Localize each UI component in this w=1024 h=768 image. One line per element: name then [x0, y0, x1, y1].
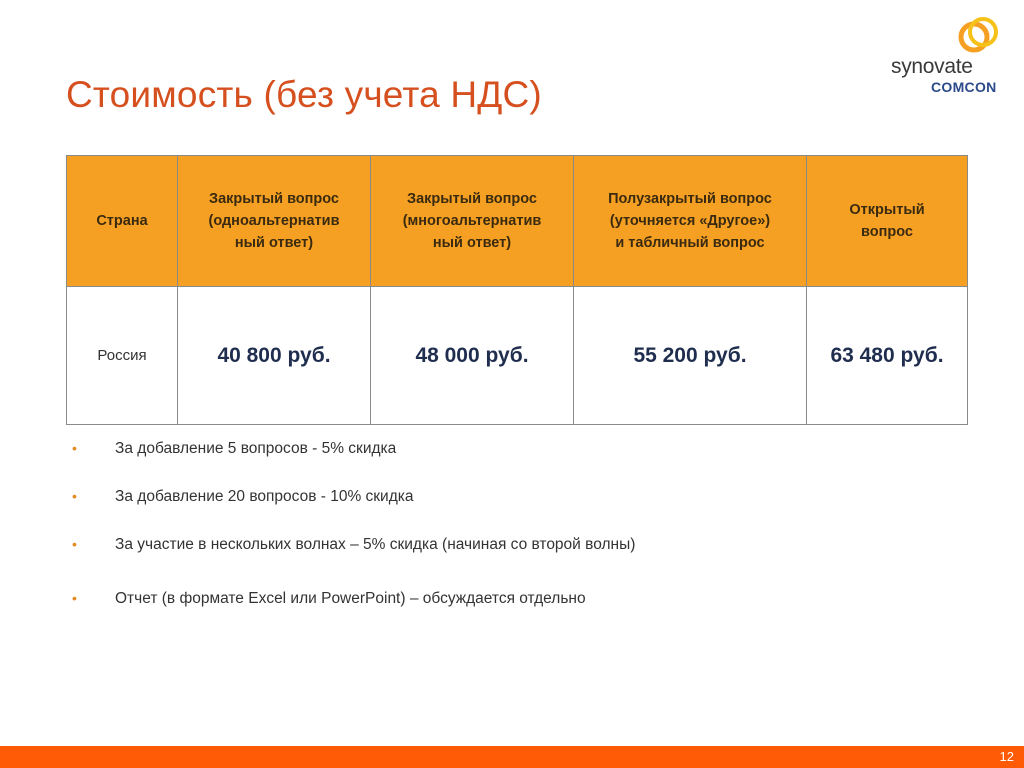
cell-price-closed-single: 40 800 руб.: [178, 287, 371, 425]
logo-text-synovate: synovate: [891, 55, 973, 78]
logo-rings-icon: [954, 12, 1002, 60]
bullet-icon: •: [72, 590, 77, 606]
page-number: 12: [999, 749, 1014, 764]
note-text: За участие в нескольких волнах – 5% скидка (начиная со второй волны): [115, 536, 636, 553]
table-header-row: [67, 156, 968, 287]
list-item: [72, 536, 635, 560]
cell-price-semi-closed: 55 200 руб.: [574, 287, 807, 425]
list-item: [72, 590, 635, 614]
cell-price-open: 63 480 руб.: [807, 287, 968, 425]
logo-text-comcon: COMCON: [931, 79, 997, 95]
note-text: Отчет (в формате Excel или PowerPoint) – обсуждается отдельно: [115, 590, 586, 607]
note-text: За добавление 20 вопросов - 10% скидка: [115, 488, 414, 505]
bullet-icon: •: [72, 440, 77, 456]
notes-list: [72, 440, 635, 614]
bullet-icon: •: [72, 536, 77, 552]
slide-title: Стоимость (без учета НДС): [66, 74, 542, 115]
table-row: [67, 287, 968, 425]
header-closed-single: Закрытый вопрос (одноальтернатив ный ответ): [178, 156, 371, 287]
cell-price-closed-multiple: 48 000 руб.: [371, 287, 574, 425]
header-closed-multiple: Закрытый вопрос (многоальтернатив ный ответ): [371, 156, 574, 287]
company-logo: [888, 12, 1008, 102]
header-open: Открытый вопрос: [807, 156, 968, 287]
list-item: [72, 488, 635, 512]
list-item: [72, 440, 635, 464]
note-text: За добавление 5 вопросов - 5% скидка: [115, 440, 397, 457]
cell-country: Россия: [67, 287, 178, 425]
header-country: Страна: [67, 156, 178, 287]
bullet-icon: •: [72, 488, 77, 504]
footer-bar: [0, 746, 1024, 768]
price-table: [66, 155, 968, 425]
header-semi-closed: Полузакрытый вопрос (уточняется «Другое») и табличный вопрос: [574, 156, 807, 287]
